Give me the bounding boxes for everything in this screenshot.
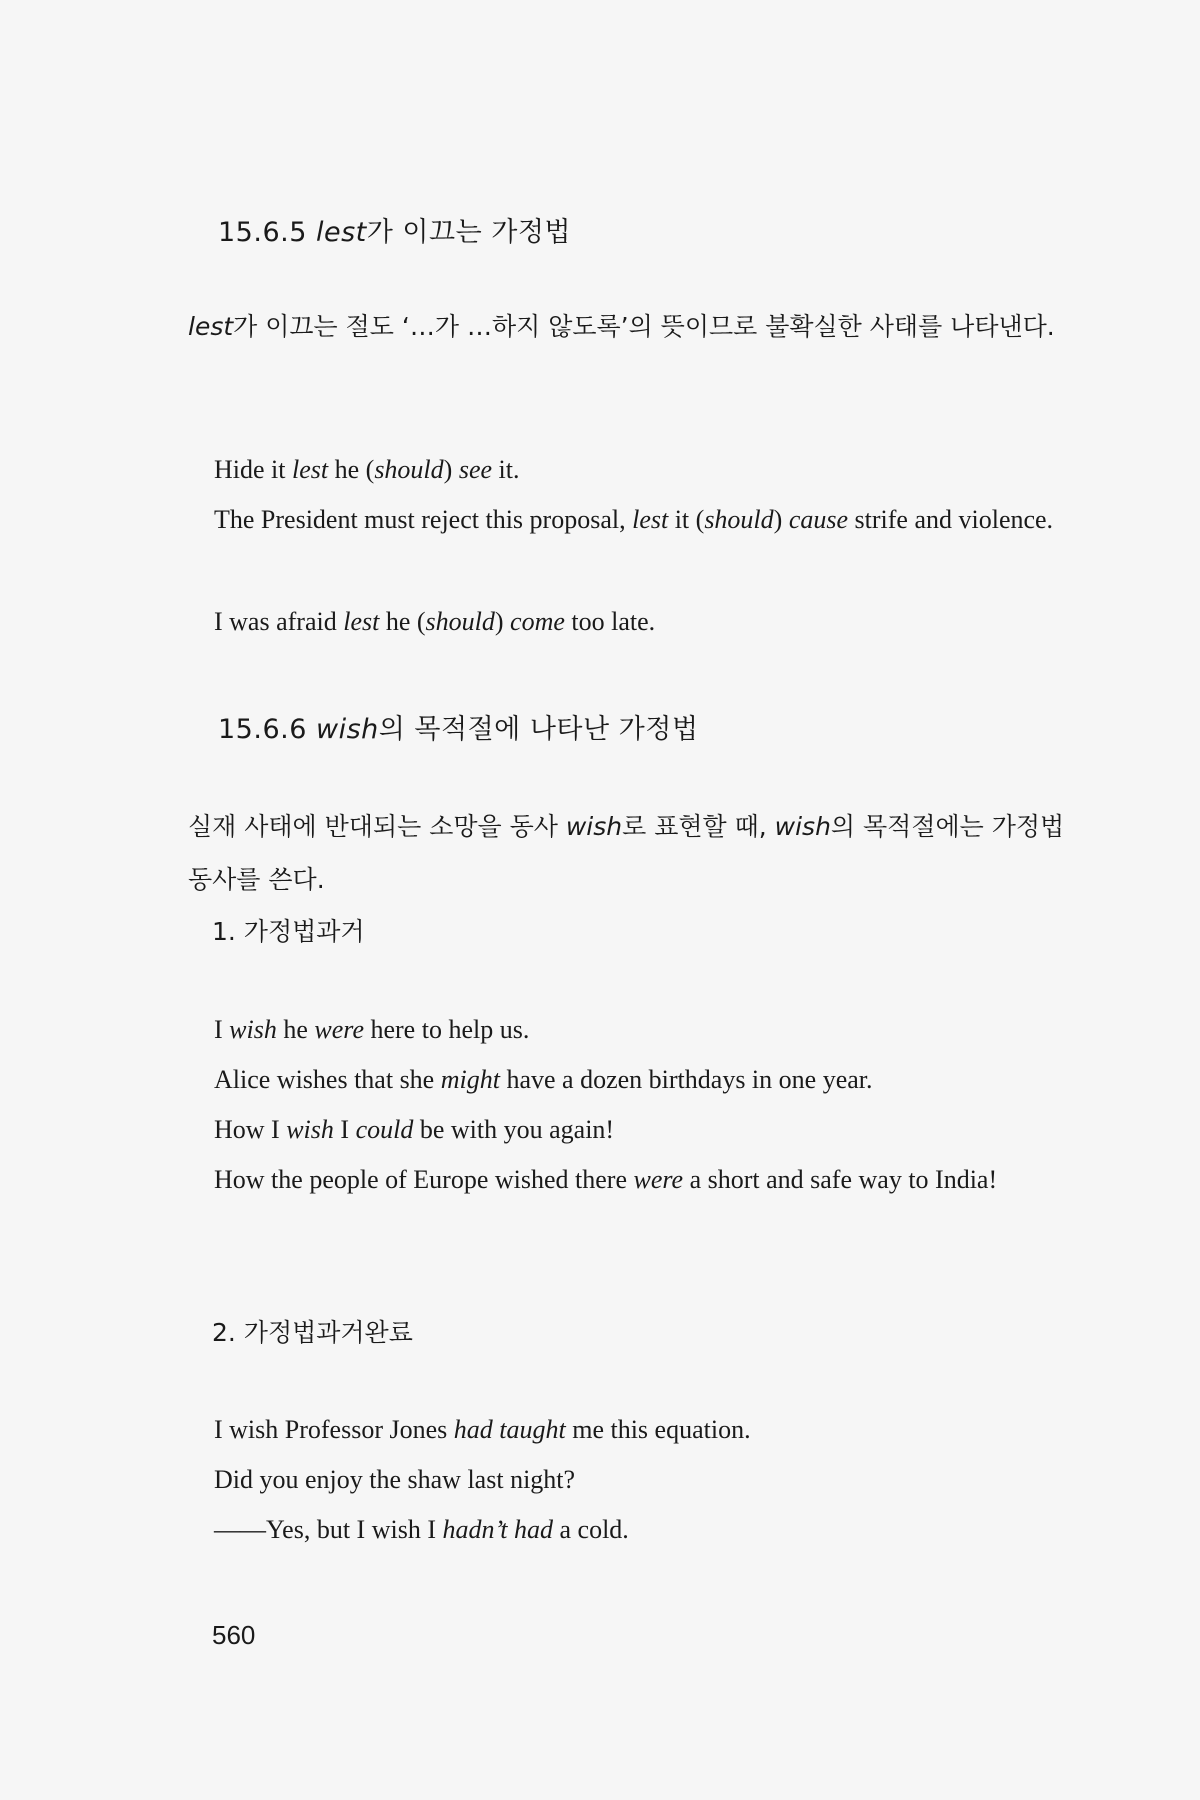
example-italic: should bbox=[704, 505, 774, 534]
example-text: How the people of Europe wished there bbox=[214, 1165, 634, 1194]
example-italic: were bbox=[633, 1165, 684, 1194]
example-sentence bbox=[214, 1005, 1074, 1055]
para-keyword: lest bbox=[188, 312, 234, 341]
example-text: I wish Professor Jones bbox=[214, 1415, 454, 1444]
example-sentence bbox=[214, 597, 1074, 647]
example-text: too late. bbox=[564, 607, 656, 636]
example-italic: lest bbox=[292, 455, 329, 484]
subsection-label-past: 1. 가정법과거 bbox=[212, 917, 365, 946]
example-text: How I bbox=[214, 1115, 287, 1144]
example-sentence bbox=[214, 1455, 1074, 1505]
heading-keyword: wish bbox=[315, 714, 379, 745]
heading-text: 의 목적절에 나타난 가정법 bbox=[378, 714, 699, 745]
example-italic: cause bbox=[788, 505, 849, 534]
section-heading-15-6-6 bbox=[218, 707, 698, 746]
para-keyword: wish bbox=[565, 812, 623, 841]
example-text: a cold. bbox=[553, 1515, 629, 1544]
example-sentence bbox=[214, 1055, 1074, 1105]
example-text: he ( bbox=[328, 455, 375, 484]
example-sentence bbox=[214, 445, 1074, 495]
para-text: 의 목적절에는 가정법 동사를 쓴다. bbox=[188, 812, 1065, 894]
example-italic: should bbox=[374, 455, 444, 484]
example-italic: see bbox=[458, 455, 493, 484]
example-italic: wish bbox=[229, 1015, 277, 1044]
example-text: ) bbox=[773, 505, 789, 534]
example-text: ) bbox=[443, 455, 459, 484]
example-text: strife and violence. bbox=[848, 505, 1054, 534]
example-text: here to help us. bbox=[363, 1015, 530, 1044]
example-italic: should bbox=[425, 607, 495, 636]
para-text: 가 이끄는 절도 ‘…가 …하지 않도록’의 뜻이므로 불확실한 사태를 나타낸다. bbox=[233, 312, 1055, 341]
example-text: ——Yes, but I wish I bbox=[214, 1515, 443, 1544]
example-italic: had taught bbox=[453, 1415, 566, 1444]
example-text: have a dozen birthdays in one year. bbox=[499, 1065, 873, 1094]
example-sentence bbox=[214, 1405, 1074, 1455]
example-italic: come bbox=[510, 607, 565, 636]
heading-text: 가 이끄는 가정법 bbox=[366, 217, 572, 248]
example-text: be with you again! bbox=[413, 1115, 615, 1144]
example-italic: might bbox=[440, 1065, 500, 1094]
example-italic: were bbox=[314, 1015, 364, 1044]
para-text: 실재 사태에 반대되는 소망을 동사 bbox=[188, 812, 566, 841]
example-text: Did you enjoy the shaw last night? bbox=[214, 1465, 576, 1494]
example-text: a short and safe way to India! bbox=[683, 1165, 998, 1194]
example-italic: lest bbox=[343, 607, 380, 636]
example-text: ) bbox=[494, 607, 511, 636]
example-sentence bbox=[214, 1105, 1074, 1155]
example-sentence bbox=[214, 1505, 1074, 1555]
example-text: it. bbox=[492, 455, 520, 484]
example-text: I bbox=[333, 1115, 356, 1144]
example-text: he bbox=[276, 1015, 315, 1044]
heading-number: 15.6.5 bbox=[218, 217, 307, 248]
section-2-paragraph bbox=[188, 800, 1073, 906]
para-keyword: wish bbox=[774, 812, 831, 841]
example-text: Alice wishes that she bbox=[214, 1065, 441, 1094]
subsection-label-past-perfect: 2. 가정법과거완료 bbox=[212, 1318, 413, 1347]
example-text: me this equation. bbox=[565, 1415, 751, 1444]
example-italic: wish bbox=[286, 1115, 334, 1144]
example-italic: could bbox=[355, 1115, 414, 1144]
heading-number: 15.6.6 bbox=[218, 714, 307, 745]
example-sentence bbox=[188, 495, 1073, 545]
example-sentence bbox=[188, 1155, 1073, 1205]
example-italic: lest bbox=[632, 505, 669, 534]
section-1-paragraph bbox=[188, 300, 1073, 353]
example-text: Hide it bbox=[214, 455, 292, 484]
para-text: 로 표현할 때, bbox=[622, 812, 775, 841]
example-text: it ( bbox=[668, 505, 705, 534]
heading-keyword: lest bbox=[315, 217, 367, 248]
page-number: 560 bbox=[212, 1620, 256, 1650]
example-text: I was afraid bbox=[214, 607, 344, 636]
example-text: I bbox=[214, 1015, 230, 1044]
example-italic: hadn’t had bbox=[442, 1515, 553, 1544]
example-text: he ( bbox=[379, 607, 426, 636]
example-text: The President must reject this proposal, bbox=[214, 505, 633, 534]
section-heading-15-6-5 bbox=[218, 210, 571, 249]
